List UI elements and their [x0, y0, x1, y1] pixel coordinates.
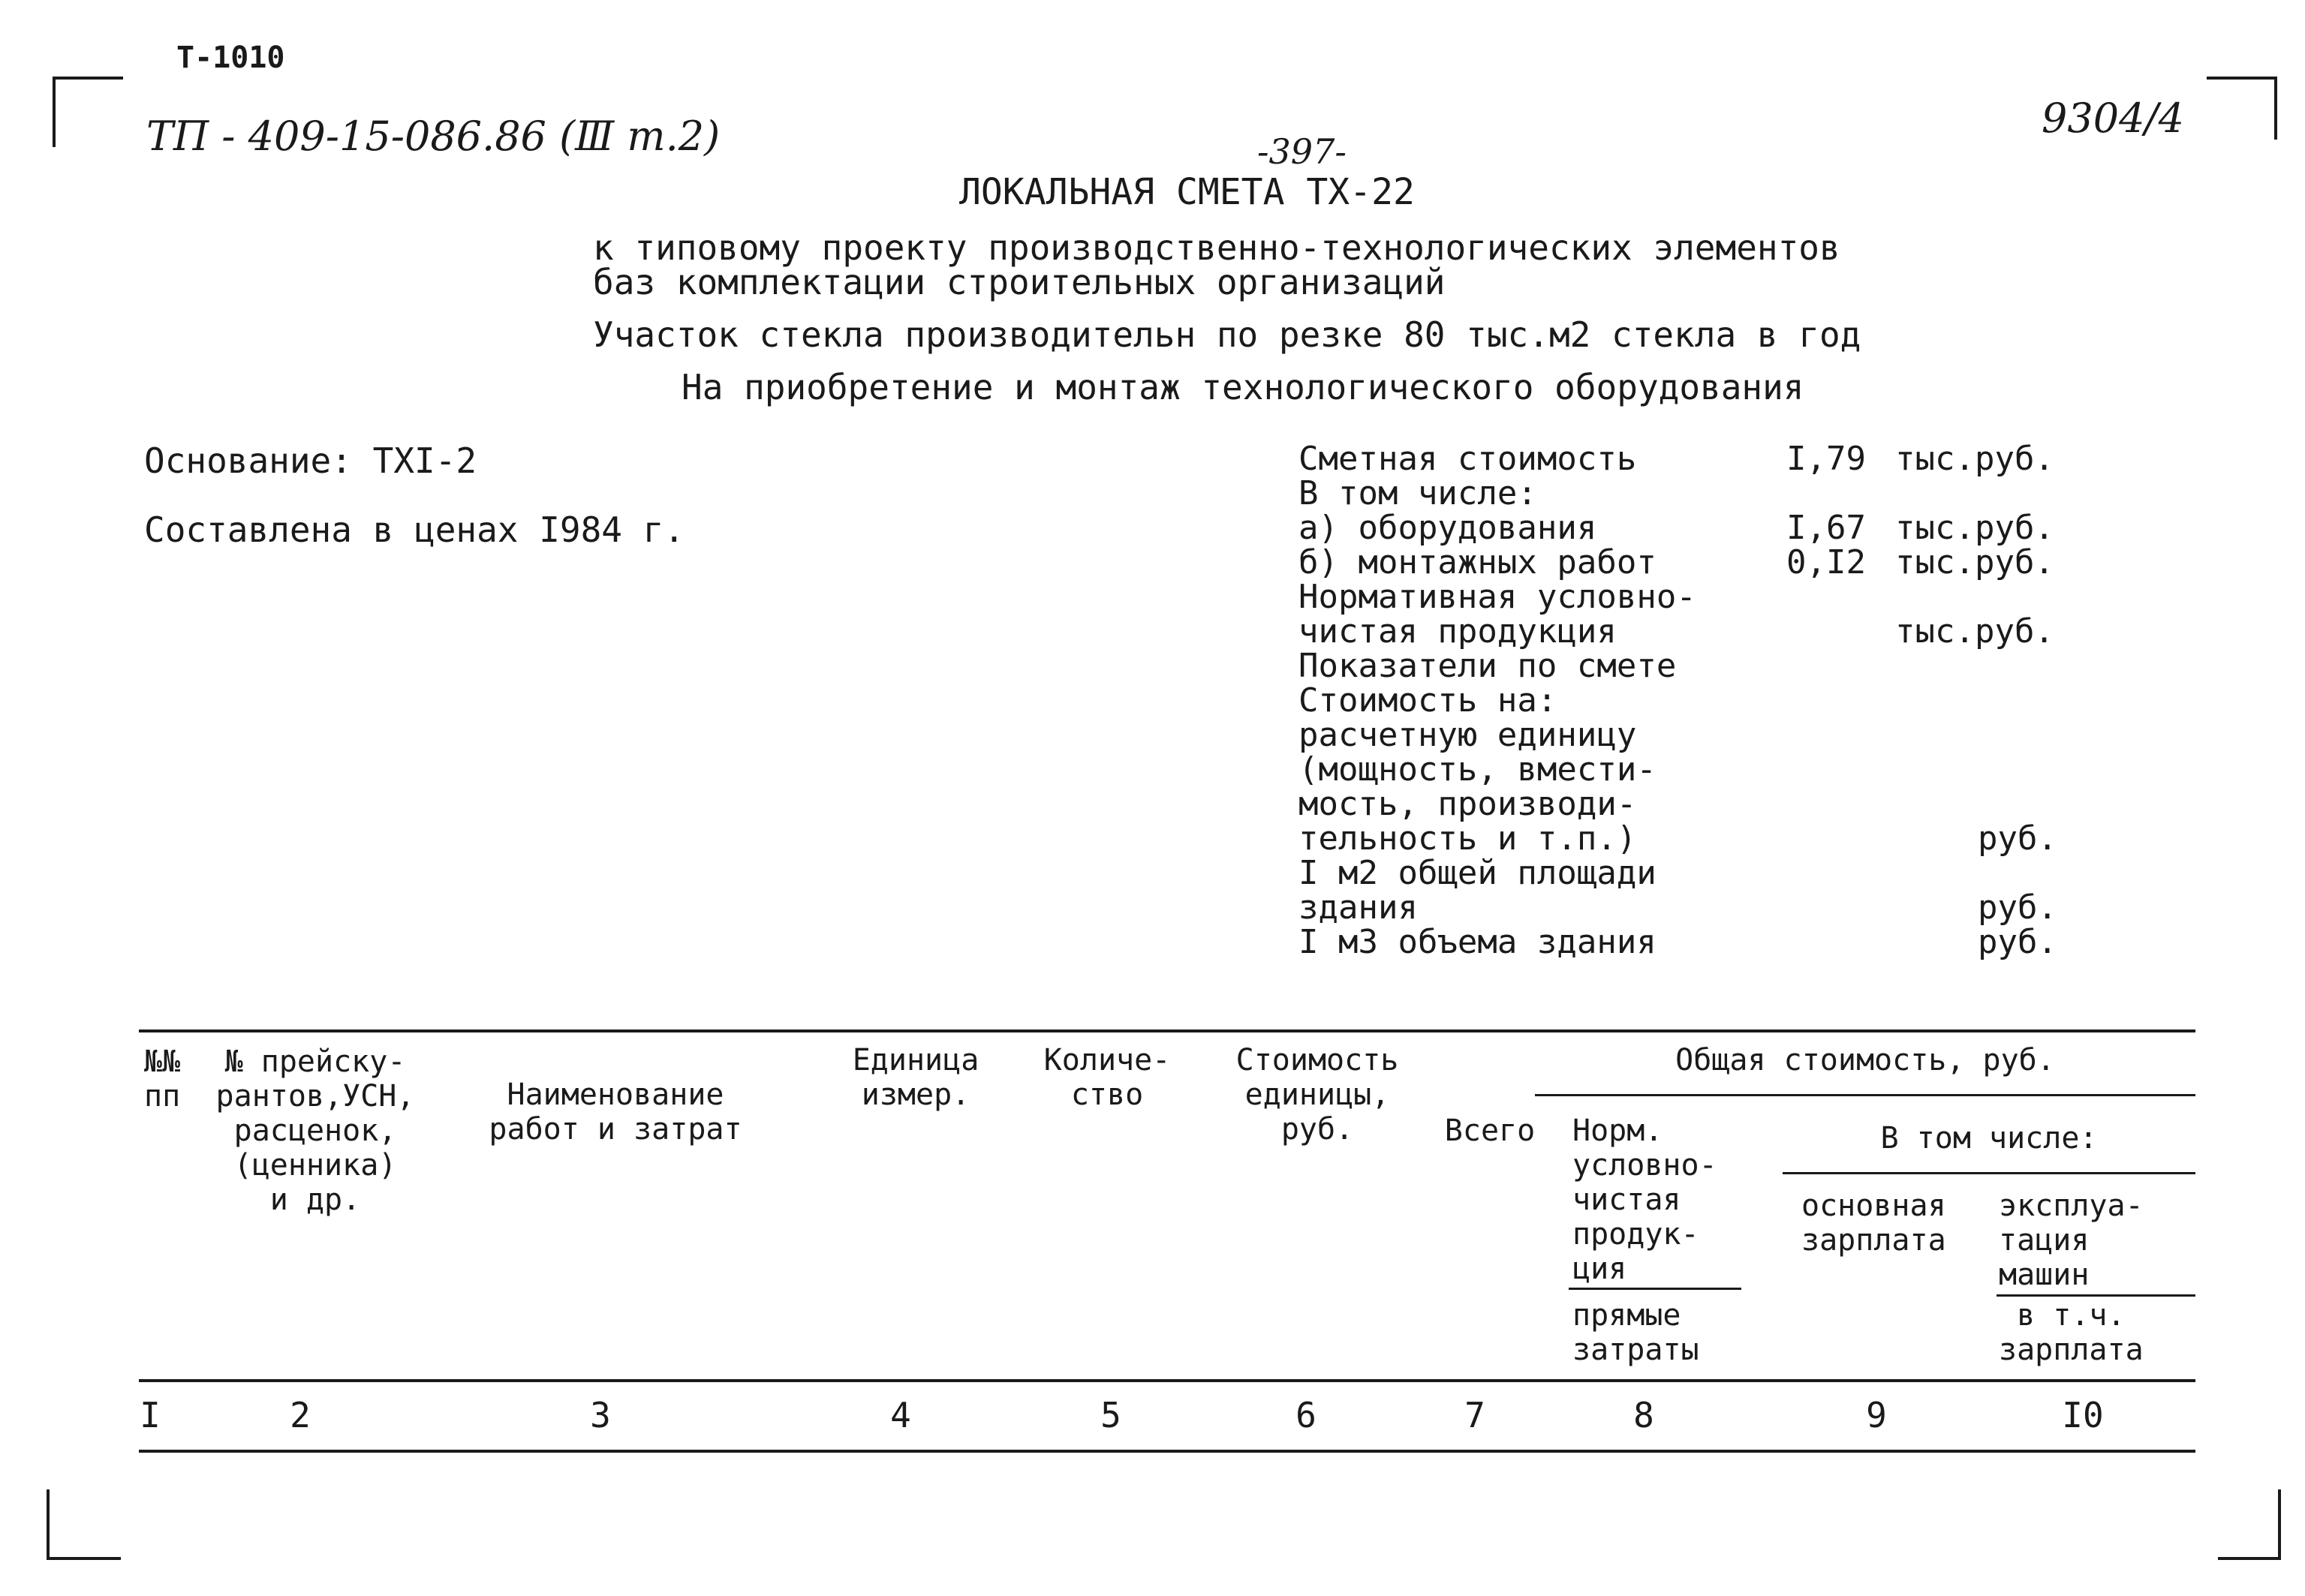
col-header-base-salary: основная зарплата	[1801, 1189, 1946, 1258]
col-header-machine-use: эксплуа- тация машин	[1999, 1189, 2144, 1292]
archive-number: 9304/4	[2042, 95, 2184, 142]
col10-split-rule	[1997, 1294, 2195, 1297]
col-header-incl-group: В том числе:	[1880, 1121, 2098, 1156]
table-top-rule	[139, 1029, 2195, 1032]
col-header-direct-costs: прямые затраты	[1572, 1298, 1699, 1367]
summary-label: Нормативная условно-	[1298, 578, 1696, 616]
col-number: 8	[1633, 1395, 1654, 1435]
sheet-code: Т-1010	[176, 41, 285, 75]
col-header-total: Всего	[1444, 1114, 1536, 1148]
summary-label: здания	[1298, 888, 1418, 927]
summary-value: 0,I2	[1786, 543, 1866, 582]
col-header-quantity: Количе- ство	[1043, 1043, 1171, 1112]
summary-value: I,67	[1786, 509, 1866, 547]
summary-label: I м3 объема здания	[1298, 923, 1657, 961]
summary-unit: руб.	[1978, 923, 2057, 961]
corner-mark-bottom-left	[47, 1489, 121, 1560]
corner-mark-top-left	[53, 77, 123, 147]
summary-row	[1298, 441, 1636, 477]
col-number: 4	[890, 1395, 911, 1435]
col-header-unit: Единица измер.	[852, 1043, 979, 1112]
incl-group-rule	[1783, 1172, 2195, 1174]
summary-unit: тыс.руб.	[1895, 440, 2054, 478]
title-line-4: На приобретение и монтаж технологического оборудования	[682, 367, 1804, 407]
corner-mark-top-right	[2207, 77, 2277, 140]
basis-osnovanie: Основание: ТХI-2	[144, 440, 477, 481]
col-number: 3	[590, 1395, 611, 1435]
col8-split-rule	[1569, 1288, 1741, 1290]
project-code: ТП - 409-15-086.86 (Ⅲ т.2)	[146, 113, 721, 160]
title-line-2: баз комплектации строительных организаций	[593, 262, 1446, 302]
title-line-1: к типовому проекту производственно-технологических элементов	[593, 227, 1840, 268]
document-title: ЛОКАЛЬНАЯ СМЕТА ТХ-22	[959, 171, 1415, 213]
summary-unit: руб.	[1978, 819, 2057, 858]
col-number: 7	[1464, 1395, 1485, 1435]
col-header-total-group: Общая стоимость, руб.	[1675, 1043, 2055, 1078]
summary-label: мость, производи-	[1298, 785, 1637, 823]
col-number: 6	[1295, 1395, 1316, 1435]
summary-label: тельность и т.п.)	[1298, 819, 1637, 858]
page-number: -397-	[1257, 131, 1347, 172]
summary-label: Стоимость на:	[1298, 681, 1557, 720]
summary-unit: тыс.руб.	[1895, 543, 2054, 582]
col-number: I	[140, 1395, 161, 1435]
summary-label: б) монтажных работ	[1298, 543, 1657, 582]
summary-label: (мощность, вмести-	[1298, 750, 1657, 789]
summary-unit: руб.	[1978, 888, 2057, 927]
col-header-unit-cost: Стоимость единицы, руб.	[1235, 1043, 1399, 1147]
col-header-machine-salary: в т.ч. зарплата	[1999, 1298, 2144, 1367]
col-header-pricelist: № прейску- рантов,УСН, расценок, (ценника) и др.	[215, 1044, 415, 1217]
header-bottom-rule	[139, 1379, 2195, 1382]
summary-label: а) оборудования	[1298, 509, 1597, 547]
summary-label: чистая продукция	[1298, 612, 1617, 651]
corner-mark-bottom-right	[2218, 1489, 2281, 1560]
col-number: 5	[1100, 1395, 1121, 1435]
summary-block	[1298, 441, 2124, 966]
summary-value: I,79	[1786, 440, 1866, 478]
summary-unit: тыс.руб.	[1895, 612, 2054, 651]
summary-label: Показатели по смете	[1298, 647, 1677, 685]
summary-unit: тыс.руб.	[1895, 509, 2054, 547]
col-header-norm-production: Норм. условно- чистая продук- ция	[1572, 1114, 1717, 1286]
summary-label: В том числе:	[1298, 474, 1537, 512]
total-group-rule	[1535, 1094, 2195, 1096]
summary-label: Сметная стоимость	[1298, 440, 1637, 478]
summary-label: расчетную единицу	[1298, 716, 1637, 754]
summary-label: I м2 общей площади	[1298, 854, 1657, 892]
col-header-number: №№ пп	[144, 1044, 181, 1114]
col-number: 2	[290, 1395, 311, 1435]
col-number: I0	[2062, 1395, 2104, 1435]
basis-prices: Составлена в ценах I984 г.	[144, 509, 685, 550]
col-number: 9	[1866, 1395, 1887, 1435]
numbers-bottom-rule	[139, 1450, 2195, 1453]
title-line-3: Участок стекла производительн по резке 80 тыс.м2 стекла в год	[593, 314, 1861, 355]
col-header-name: Наименование работ и затрат	[489, 1078, 742, 1147]
